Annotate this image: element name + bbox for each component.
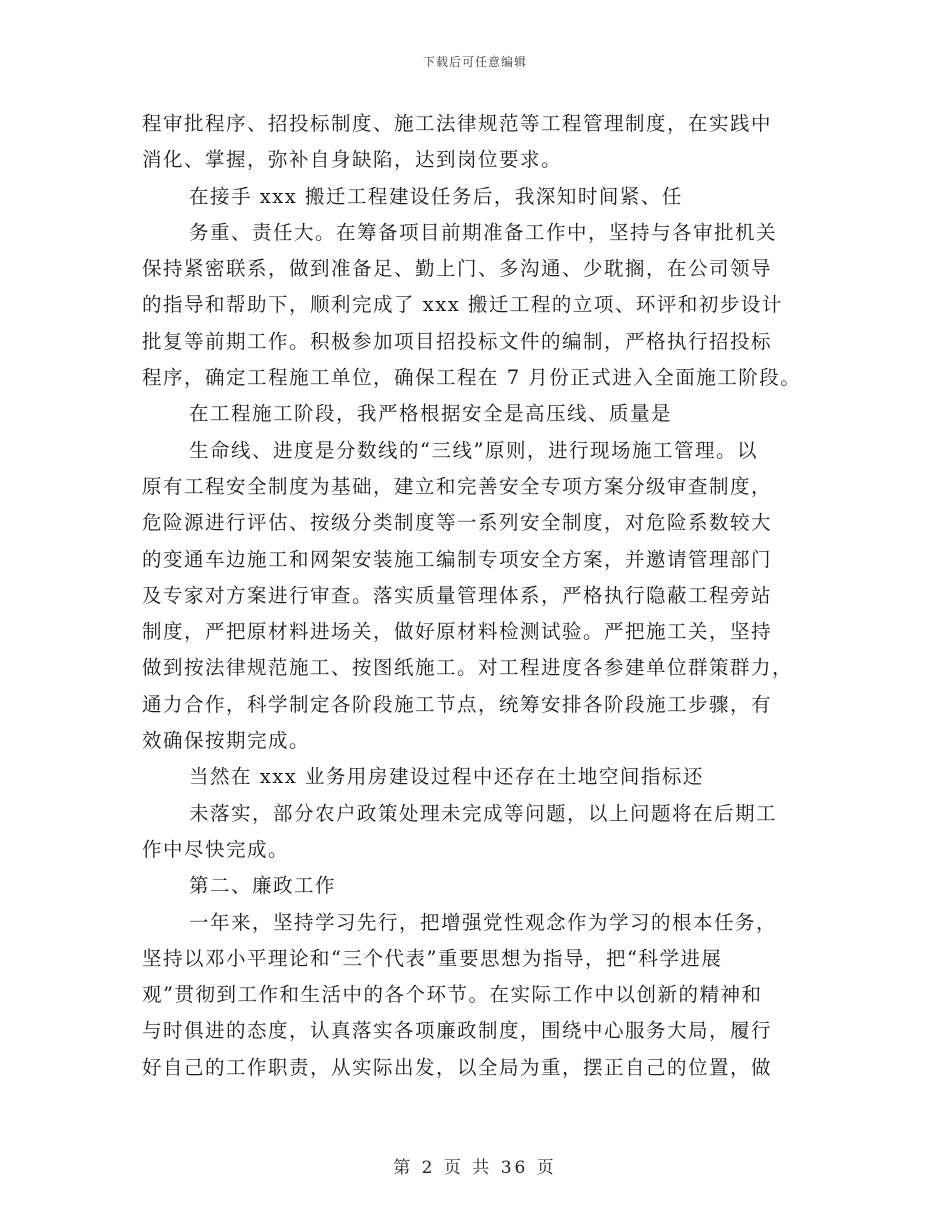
document-body — [142, 106, 810, 1086]
text-line: 当然在 xxx 业务用房建设过程中还存在土地空间指标还 — [189, 765, 704, 789]
text-line: 在接手 xxx 搬迁工程建设任务后，我深知时间紧、任 — [189, 184, 683, 208]
text-line: 程序，确定工程施工单位，确保工程在 7 月份正式进入全面施工阶段。 — [142, 366, 802, 390]
text-line: 的变通车边施工和网架安装施工编制专项安全方案，并邀请管理部门 — [142, 547, 773, 571]
text-line: 作中尽快完成。 — [142, 837, 290, 861]
text-line: 程审批程序、招投标制度、施工法律规范等工程管理制度，在实践中 — [142, 112, 773, 135]
text-line: 保持紧密联系，做到准备足、勤上门、多沟通、少耽搁，在公司领导 — [142, 257, 773, 281]
text-line: 批复等前期工作。积极参加项目招投标文件的编制，严格执行招投标 — [142, 329, 773, 353]
text-line: 制度，严把原材料进场关，做好原材料检测试验。严把施工关，坚持 — [142, 620, 773, 644]
text-line: 与时俱进的态度，认真落实各项廉政制度，围绕中心服务大局，履行 — [142, 1019, 773, 1043]
text-line: 一年来，坚持学习先行，把增强党性观念作为学习的根本任务， — [189, 910, 778, 934]
text-line: 务重、责任大。在筹备项目前期准备工作中，坚持与各审批机关 — [189, 220, 778, 244]
text-line: 生命线、进度是分数线的“三线”原则，进行现场施工管理。以 — [189, 438, 758, 462]
text-line: 效确保按期完成。 — [142, 729, 311, 753]
text-line: 好自己的工作职责，从实际出发，以全局为重，摆正自己的位置，做 — [142, 1055, 773, 1079]
text-line: 第二、廉政工作 — [189, 874, 337, 898]
text-line: 原有工程安全制度为基础，建立和完善安全专项方案分级审查制度， — [142, 474, 773, 498]
page-number-footer: 第 2 页 共 36 页 — [393, 1158, 557, 1178]
text-line: 未落实，部分农户政策处理未完成等问题，以上问题将在后期工 — [189, 801, 778, 825]
page-header-note: 下载后可任意编辑 — [422, 55, 527, 69]
text-line: 消化、掌握，弥补自身缺陷，达到岗位要求。 — [142, 148, 563, 172]
text-line: 的指导和帮助下，顺利完成了 xxx 搬迁工程的立项、环评和初步设计 — [142, 293, 783, 317]
text-line: 通力合作，科学制定各阶段施工节点，统筹安排各阶段施工步骤，有 — [142, 692, 773, 716]
text-line: 做到按法律规范施工、按图纸施工。对工程进度各参建单位群策群力， — [142, 656, 794, 680]
text-line: 观”贯彻到工作和生活中的各个环节。在实际工作中以创新的精神和 — [142, 983, 763, 1007]
text-line: 危险源进行评估、按级分类制度等一系列安全制度，对危险系数较大 — [142, 511, 773, 535]
text-line: 坚持以邓小平理论和“三个代表”重要思想为指导，把“科学进展 — [142, 946, 723, 970]
text-line: 及专家对方案进行审查。落实质量管理体系，严格执行隐蔽工程旁站 — [142, 583, 773, 607]
text-line: 在工程施工阶段，我严格根据安全是高压线、质量是 — [189, 402, 673, 426]
